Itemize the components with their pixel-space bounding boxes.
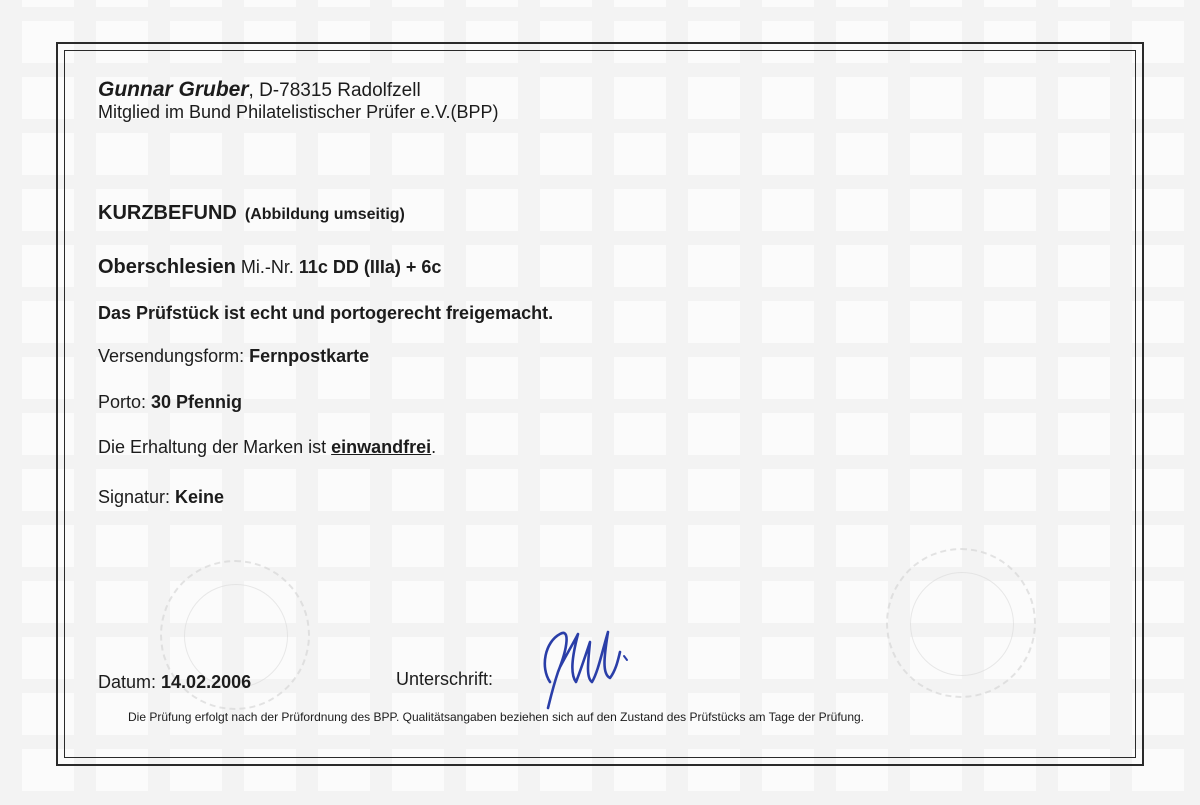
condition-prefix: Die Erhaltung der Marken ist <box>98 437 332 457</box>
condition-statement <box>98 437 436 458</box>
date-label: Datum: <box>98 672 162 692</box>
membership-line: Mitglied im Bund Philatelistischer Prüfer e.V.(BPP) <box>98 102 499 122</box>
footer-disclaimer: Die Prüfung erfolgt nach der Prüfordnung des BPP. Qualitätsangaben beziehen sich auf den Zustand des Prüfstücks am Tage der Prüfung. <box>128 710 865 724</box>
shipping-form-value: Fernpostkarte <box>249 346 370 366</box>
condition-suffix: . <box>431 437 437 457</box>
authenticity-statement: Das Prüfstück ist echt und portogerecht freigemacht. <box>98 303 554 323</box>
examiner-name: Gunnar Gruber <box>98 78 249 101</box>
postage-label: Porto: <box>98 392 152 412</box>
date-value: 14.02.2006 <box>161 672 252 692</box>
catalog-label: Mi.-Nr. <box>235 257 299 277</box>
examiner-location: , D-78315 Radolfzell <box>248 80 421 101</box>
postage-value: 30 Pfennig <box>151 392 243 412</box>
document-title <box>98 202 405 225</box>
signature-status-label: Signatur: <box>98 487 176 507</box>
signature-icon <box>520 612 650 712</box>
condition-value: einwandfrei <box>331 437 432 457</box>
shipping-form <box>98 346 369 367</box>
region-name: Oberschlesien <box>98 256 236 278</box>
title-main: KURZBEFUND <box>98 202 237 224</box>
title-sub: (Abbildung umseitig) <box>244 206 405 223</box>
examiner-header <box>98 78 421 102</box>
stamp-icon <box>886 548 1036 698</box>
signature-status-value: Keine <box>175 487 225 507</box>
shipping-form-label: Versendungsform: <box>98 346 250 366</box>
catalog-number: 11c DD (IIIa) + 6c <box>298 257 442 277</box>
postage <box>98 392 242 413</box>
signature-label: Unterschrift: <box>396 669 494 689</box>
stamp-identification <box>98 256 441 279</box>
date-line <box>98 672 251 693</box>
signature-status <box>98 487 224 508</box>
